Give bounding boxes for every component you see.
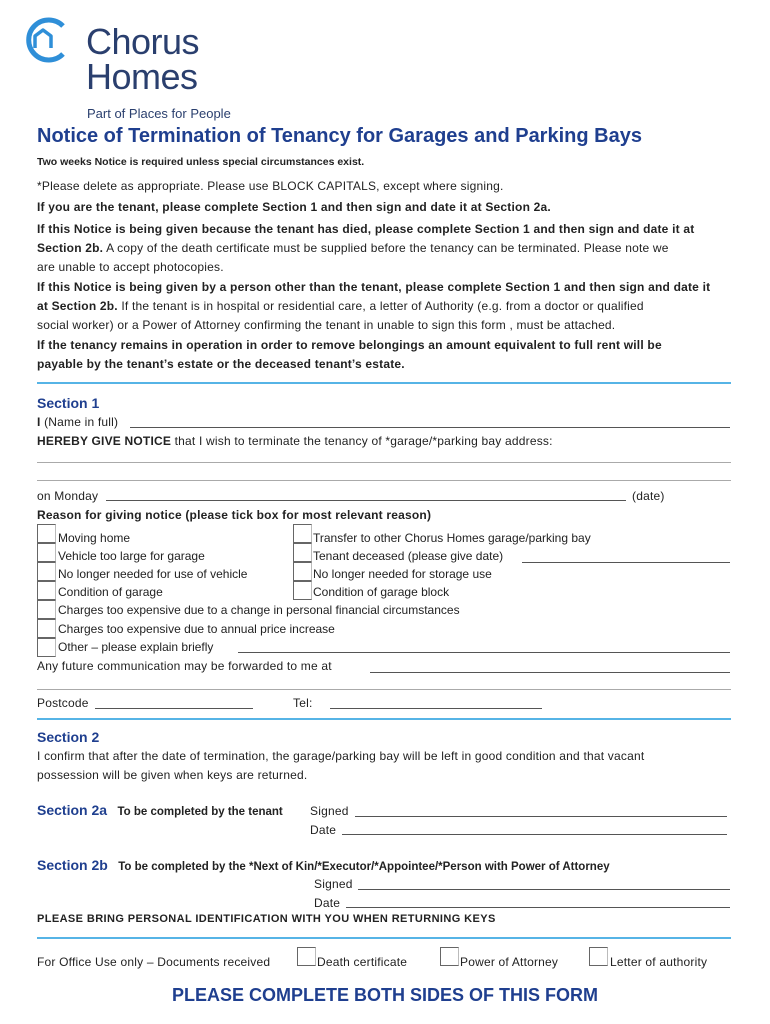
checkbox-death-certificate[interactable] [297,947,316,966]
checkbox-charges-annual[interactable] [37,619,56,638]
reason-label: Vehicle too large for garage [58,549,205,563]
checkbox-charges-personal[interactable] [37,600,56,619]
date-2a-input-line[interactable] [342,834,727,835]
belongings-line-2: payable by the tenant’s estate or the deceased tenant’s estate. [37,357,405,371]
footer-note: PLEASE COMPLETE BOTH SIDES OF THIS FORM [171,985,599,1005]
office-option-label: Letter of authority [610,955,708,969]
other-person-note [37,278,737,335]
section-2b-heading [37,857,610,875]
notice-period: Two weeks Notice is required unless special circumstances exist. [37,156,365,168]
checkbox-tenant-deceased[interactable] [293,543,312,562]
deceased-date-input-line[interactable] [522,562,730,563]
signed-2b-label: Signed [314,877,353,891]
reason-label: Condition of garage [58,585,163,599]
office-option-label: Power of Attorney [460,955,559,969]
other-line-2-rest: If the tenant is in hospital or residential care, a letter of Authority (e.g. from a doctor or qualified [117,299,644,313]
identification-note: PLEASE BRING PERSONAL IDENTIFICATION WITH YOU WHEN RETURNING KEYS [37,913,496,925]
reason-label: No longer needed for storage use [313,567,492,581]
reason-label: Moving home [58,531,131,545]
date-2b-input-line[interactable] [346,907,730,908]
signed-2a-label: Signed [310,804,349,818]
reason-label: Transfer to other Chorus Homes garage/parking bay [313,531,591,545]
date-suffix: (date) [632,489,665,503]
reason-heading: Reason for giving notice (please tick box for most relevant reason) [37,508,432,522]
forwarding-label: Any future communication may be forwarded to me at [37,659,332,673]
chorus-homes-logo-icon [20,14,70,66]
section-2-text [37,747,644,785]
logo-tagline: Part of Places for People [87,106,231,121]
died-line-3: are unable to accept photocopies. [37,260,224,274]
address-input-line-1[interactable] [37,462,731,463]
forwarding-input-line[interactable] [370,672,730,673]
name-label-i: I [37,415,41,429]
section-1-heading: Section 1 [37,395,100,411]
form-title: Notice of Termination of Tenancy for Garages and Parking Bays [37,125,642,147]
delete-note: *Please delete as appropriate. Please use BLOCK CAPITALS, except where signing. [37,179,504,193]
died-line-2-rest: A copy of the death certificate must be supplied before the tenancy can be terminated. Please note we [103,241,669,255]
signed-2b-input-line[interactable] [358,889,730,890]
checkbox-no-longer-needed-storage[interactable] [293,562,312,581]
section-2a-desc: To be completed by the tenant [117,806,283,818]
date-2a-label: Date [310,823,337,837]
other-line-2-bold: at Section 2b. [37,299,118,313]
reason-label: Charges too expensive due to a change in personal financial circumstances [58,603,460,617]
died-line-2-bold: Section 2b. [37,241,104,255]
reason-label: No longer needed for use of vehicle [58,567,248,581]
other-line-1: If this Notice is being given by a person other than the tenant, please complete Section 1 and then sign and date it [37,280,711,294]
died-note [37,220,737,277]
belongings-line-1: If the tenancy remains in operation in order to remove belongings an amount equivalent to full rent will be [37,338,662,352]
belongings-note [37,336,662,374]
section-2b-title: Section 2b [37,857,108,873]
divider [37,718,731,720]
checkbox-transfer[interactable] [293,524,312,543]
date-2b-label: Date [314,896,341,910]
office-option-label: Death certificate [317,955,408,969]
postcode-label: Postcode [37,696,89,710]
other-reason-input-line[interactable] [238,652,730,653]
divider [37,937,731,939]
name-input-line[interactable] [130,427,730,428]
section-2a-title: Section 2a [37,802,108,818]
name-label-text: (Name in full) [40,415,119,429]
hereby-text: that I wish to terminate the tenancy of *garage/*parking bay address: [171,434,553,448]
section-2-line-1: I confirm that after the date of termination, the garage/parking bay will be left in good condition and that vacant [37,749,645,763]
checkbox-moving-home[interactable] [37,524,56,543]
died-line-2 [37,239,737,258]
section-2-line-2: possession will be given when keys are returned. [37,768,308,782]
address-input-line-2[interactable] [37,480,731,481]
checkbox-vehicle-too-large[interactable] [37,543,56,562]
signed-2a-input-line[interactable] [355,816,727,817]
logo-text-chorus: Chorus [86,21,200,62]
hereby-notice [37,432,553,451]
checkbox-power-of-attorney[interactable] [440,947,459,966]
logo-text-homes: Homes [86,56,198,97]
section-2-heading: Section 2 [37,729,100,745]
checkbox-no-longer-needed-vehicle[interactable] [37,562,56,581]
name-label [37,413,118,432]
reason-label: Tenant deceased (please give date) [313,549,504,563]
forwarding-input-line-2[interactable] [37,689,731,690]
monday-date-input-line[interactable] [106,500,626,501]
hereby-bold: HEREBY GIVE NOTICE [37,434,172,448]
tel-label: Tel: [293,696,313,710]
office-use-label: For Office Use only – Documents received [37,955,271,969]
tenant-note: If you are the tenant, please complete Section 1 and then sign and date it at Section 2a. [37,200,551,214]
reason-label: Condition of garage block [313,585,450,599]
other-line-3: social worker) or a Power of Attorney confirming the tenant in unable to sign this form , must be attached. [37,318,616,332]
checkbox-other[interactable] [37,638,56,657]
on-monday-label: on Monday [37,489,99,503]
checkbox-condition-of-garage[interactable] [37,581,56,600]
divider [37,382,731,384]
other-line-2 [37,297,737,316]
reason-label: Charges too expensive due to annual price increase [58,622,335,636]
section-2b-desc: To be completed by the *Next of Kin/*Executor/*Appointee/*Person with Power of Attorney [118,861,610,873]
postcode-input-line[interactable] [95,708,253,709]
checkbox-condition-of-block[interactable] [293,581,312,600]
died-line-1: If this Notice is being given because the tenant has died, please complete Section 1 and then sign and date it at [37,222,695,236]
checkbox-letter-of-authority[interactable] [589,947,608,966]
section-2a-heading [37,802,283,820]
reason-label: Other – please explain briefly [58,640,214,654]
tel-input-line[interactable] [330,708,542,709]
